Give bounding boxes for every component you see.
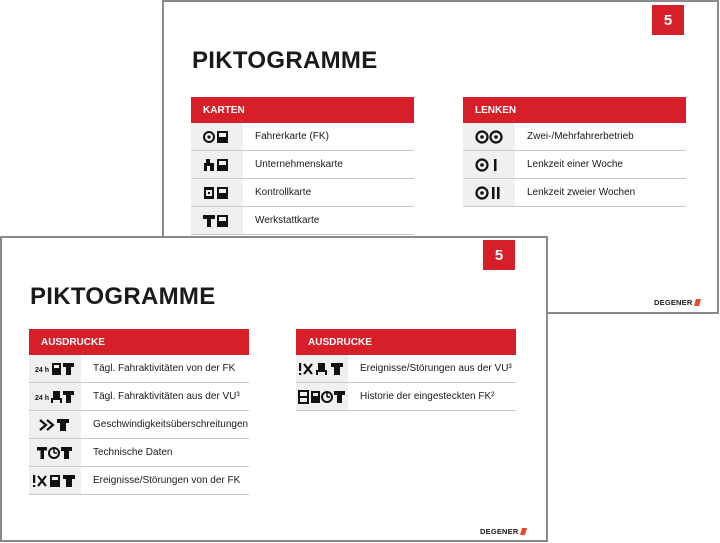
- icon-text: 24 h: [35, 366, 50, 374]
- card-history-printout-icon: [296, 383, 348, 410]
- ausdrucke-right-table: [296, 329, 516, 411]
- speed-exceed-printout-icon: [29, 411, 81, 438]
- table-row: [191, 123, 414, 151]
- table-row: [191, 179, 414, 207]
- degener-logo: [654, 298, 700, 307]
- row-label: Tägl. Fahraktivitäten von der FK: [93, 363, 236, 374]
- crew-icon: [463, 123, 515, 150]
- logo-text: DEGENER: [654, 298, 693, 307]
- logo-text: DEGENER: [480, 527, 519, 536]
- technical-data-printout-icon: [29, 439, 81, 466]
- ausdrucke-left-table: [29, 329, 249, 495]
- row-label: Lenkzeit zweier Wochen: [527, 187, 636, 198]
- row-label: Ereignisse/Störungen von der FK: [93, 475, 241, 486]
- row-label: Historie der eingesteckten FK²: [360, 391, 495, 402]
- row-label: Unternehmenskarte: [255, 159, 343, 170]
- table-row: [191, 207, 414, 235]
- row-label: Tägl. Fahraktivitäten aus der VU³: [93, 391, 240, 402]
- table-row: [29, 467, 249, 495]
- driver-card-icon: [191, 123, 243, 150]
- company-card-icon: [191, 151, 243, 178]
- degener-logo: [480, 527, 526, 536]
- table-header: LENKEN: [463, 97, 686, 123]
- logo-mark-icon: [694, 299, 701, 306]
- page-title: PIKTOGRAMME: [30, 283, 216, 310]
- karten-table: [191, 97, 414, 235]
- driving-week-icon: [463, 151, 515, 178]
- icon-text: 24 h: [35, 394, 50, 402]
- table-row: [463, 179, 686, 207]
- logo-mark-icon: [520, 528, 527, 535]
- row-label: Geschwindigkeitsüberschreitungen: [93, 419, 249, 430]
- page-number-badge: 5: [483, 240, 515, 270]
- row-label: Lenkzeit einer Woche: [527, 159, 623, 170]
- table-header: AUSDRUCKE: [29, 329, 249, 355]
- row-label: Werkstattkarte: [255, 215, 320, 226]
- control-card-icon: [191, 179, 243, 206]
- lenken-table: [463, 97, 686, 207]
- daily-card-printout-icon: [29, 355, 81, 382]
- table-row: [296, 383, 516, 411]
- vu-events-printout-icon: [296, 355, 348, 382]
- table-row: [29, 411, 249, 439]
- table-row: [29, 383, 249, 411]
- slide-front: [0, 236, 548, 542]
- table-row: [296, 355, 516, 383]
- table-row: [463, 151, 686, 179]
- row-label: Technische Daten: [93, 447, 173, 458]
- page-number-badge: 5: [652, 5, 684, 35]
- row-label: Ereignisse/Störungen aus der VU³: [360, 363, 512, 374]
- table-header: AUSDRUCKE: [296, 329, 516, 355]
- row-label: Fahrerkarte (FK): [255, 131, 329, 142]
- table-row: [29, 355, 249, 383]
- daily-vu-printout-icon: [29, 383, 81, 410]
- row-label: Zwei-/Mehrfahrerbetrieb: [527, 131, 634, 142]
- table-row: [191, 151, 414, 179]
- table-header: KARTEN: [191, 97, 414, 123]
- row-label: Kontrollkarte: [255, 187, 312, 198]
- page-title: PIKTOGRAMME: [192, 47, 378, 74]
- driving-two-weeks-icon: [463, 179, 515, 206]
- table-row: [29, 439, 249, 467]
- table-row: [463, 123, 686, 151]
- workshop-card-icon: [191, 207, 243, 234]
- card-events-printout-icon: [29, 467, 81, 494]
